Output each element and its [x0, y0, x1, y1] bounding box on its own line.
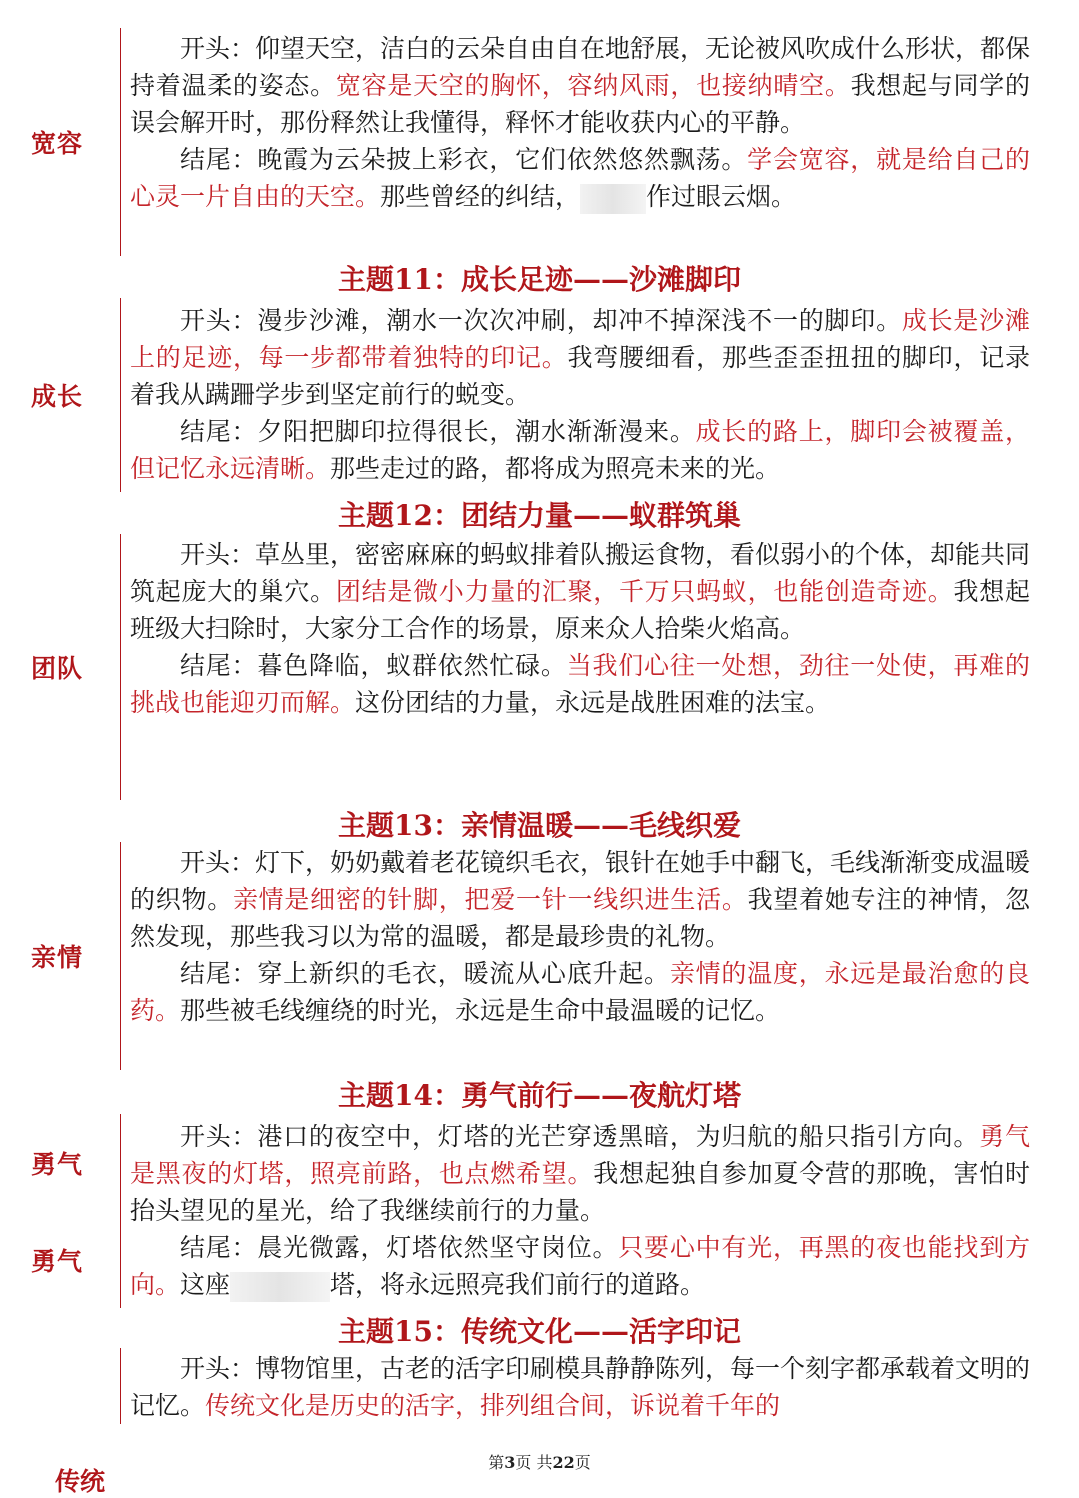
section-label-box: [0, 298, 114, 492]
text-run: 结尾：暮色降临，蚁群依然忙碌。: [180, 651, 567, 680]
highlight-run: 成长的路上，脚印会被覆盖，但记忆永远清晰。: [130, 417, 1030, 483]
opening-paragraph: [130, 1350, 1030, 1424]
section-text: [130, 302, 1030, 487]
highlight-run: 勇气是黑夜的灯塔，照亮前路，也点燃希望。: [130, 1122, 1030, 1188]
text-run: 那些曾经的纠结，: [380, 182, 581, 211]
blurred-watermark: [580, 184, 646, 214]
section-text: [130, 1350, 1030, 1424]
section-text: [130, 1118, 1030, 1303]
topic-heading: 主题14：勇气前行——夜航灯塔: [338, 1079, 741, 1112]
text-run: 开头：草丛里，密密麻麻的蚂蚁排着队搬运食物，看似弱小的个体，却能共同筑起庞大的巢穴。: [130, 540, 1031, 606]
text-run: 开头：博物馆里，古老的活字印刷模具静静陈列，每一个刻字都承载着文明的记忆。: [130, 1354, 1031, 1420]
text-run: 我想起独自参加夏令营的那晚，害怕时抬头望见的星光，给了我继续前行的力量。: [130, 1159, 1030, 1225]
text-run: 我望着她专注的神情，忽然发现，那些我习以为常的温暖，都是最珍贵的礼物。: [130, 885, 1030, 951]
section-label: 亲情: [30, 943, 83, 972]
section-label-overflow: 传统: [55, 1467, 106, 1496]
opening-paragraph: [130, 30, 1030, 141]
section-label-box: [0, 1114, 114, 1308]
section-text: [130, 30, 1030, 215]
closing-paragraph: [130, 647, 1030, 721]
closing-paragraph: [130, 141, 1030, 215]
text-run: 那些被毛线缠绕的时光，永远是生命中最温暖的记忆。: [180, 996, 781, 1025]
section-label-box: [0, 28, 114, 256]
total-pages: 22: [552, 1453, 575, 1472]
section-label: 宽容: [30, 129, 83, 158]
text-run: 那些走过的路，都将成为照亮未来的光。: [330, 454, 781, 483]
closing-paragraph: [130, 413, 1030, 487]
section-label: 团队: [30, 654, 83, 683]
opening-paragraph: [130, 1118, 1030, 1229]
highlight-run: 亲情的温度，永远是最治愈的良药。: [130, 959, 1030, 1025]
closing-paragraph: [130, 1229, 1030, 1303]
text-run: 开头：漫步沙滩，潮水一次次冲刷，却冲不掉深浅不一的脚印。: [180, 306, 902, 335]
opening-paragraph: [130, 302, 1030, 413]
text-run: 结尾：晚霞为云朵披上彩衣，它们依然悠然飘荡。: [180, 145, 748, 174]
text-run: 结尾：穿上新织的毛衣，暖流从心底升起。: [180, 959, 670, 988]
section-text: [130, 536, 1030, 721]
footer-text: 页: [574, 1453, 591, 1472]
divider-line: [120, 1348, 121, 1424]
section-text: [130, 844, 1030, 1029]
topic-heading: 主题15：传统文化——活字印记: [338, 1315, 741, 1348]
text-run: 开头：港口的夜空中，灯塔的光芒穿透黑暗，为归航的船只指引方向。: [180, 1122, 980, 1151]
highlight-run: 亲情是细密的针脚，把爱一针一线织进生活。: [232, 885, 748, 914]
opening-paragraph: [130, 536, 1030, 647]
divider-line: [120, 1114, 121, 1308]
topic-heading: 主题12：团结力量——蚁群筑巢: [338, 499, 741, 532]
topic-heading: 主题11：成长足迹——沙滩脚印: [338, 263, 741, 296]
highlight-run: 当我们心往一处想，劲往一处使，再难的挑战也能迎刃而解。: [130, 651, 1030, 717]
text-run: 我想起与同学的误会解开时，那份释然让我懂得，释怀才能收获内心的平静。: [130, 71, 1030, 137]
opening-paragraph: [130, 844, 1030, 955]
text-run: 开头：灯下，奶奶戴着老花镜织毛衣，银针在她手中翻飞，毛线渐渐变成温暖的织物。: [130, 848, 1031, 914]
divider-line: [120, 298, 121, 492]
text-run: 结尾：晨光微露，灯塔依然坚守岗位。: [180, 1233, 619, 1262]
highlight-run: 宽容是天空的胸怀，容纳风雨，也接纳晴空。: [335, 71, 851, 100]
closing-paragraph: [130, 955, 1030, 1029]
section-label-box: [0, 534, 114, 800]
text-run: 我想起班级大扫除时，大家分工合作的场景，原来众人拾柴火焰高。: [130, 577, 1030, 643]
text-run: 塔，将永远照亮我们前行的道路。: [330, 1270, 706, 1299]
highlight-run: 只要心中有光，再黑的夜也能找到方向。: [130, 1233, 1030, 1299]
topic-heading: 主题13：亲情温暖——毛线织爱: [338, 809, 741, 842]
section-label: 成长: [30, 382, 83, 411]
highlight-run: 学会宽容，就是给自己的心灵一片自由的天空。: [130, 145, 1030, 211]
page-number: 3: [504, 1453, 516, 1472]
section-label: 勇气: [30, 1149, 83, 1179]
section-label-box: [0, 842, 114, 1070]
footer-text: 页 共: [515, 1453, 553, 1472]
text-run: 我弯腰细看，那些歪歪扭扭的脚印，记录着我从蹒跚学步到坚定前行的蜕变。: [130, 343, 1030, 409]
divider-line: [120, 28, 121, 256]
divider-line: [120, 842, 121, 1070]
text-run: 结尾：夕阳把脚印拉得很长，潮水渐渐漫来。: [180, 417, 696, 446]
page-footer: [0, 1450, 1079, 1473]
divider-line: [120, 534, 121, 800]
highlight-run: 成长是沙滩上的足迹，每一步都带着独特的印记。: [130, 306, 1030, 372]
footer-text: 第: [488, 1453, 505, 1472]
highlight-run: 团结是微小力量的汇聚，千万只蚂蚁，也能创造奇迹。: [335, 577, 954, 606]
text-run: 这座: [180, 1270, 231, 1299]
blurred-watermark: [230, 1272, 330, 1302]
text-run: 作过眼云烟。: [646, 182, 797, 211]
highlight-run: 传统文化是历史的活字，排列组合间，诉说着千年的: [205, 1391, 781, 1420]
section-label-repeat: 勇气: [30, 1246, 83, 1276]
text-run: 开头：仰望天空，洁白的云朵自由自在地舒展，无论被风吹成什么形状，都保持着温柔的姿态。: [130, 34, 1031, 100]
text-run: 这份团结的力量，永远是战胜困难的法宝。: [355, 688, 831, 717]
